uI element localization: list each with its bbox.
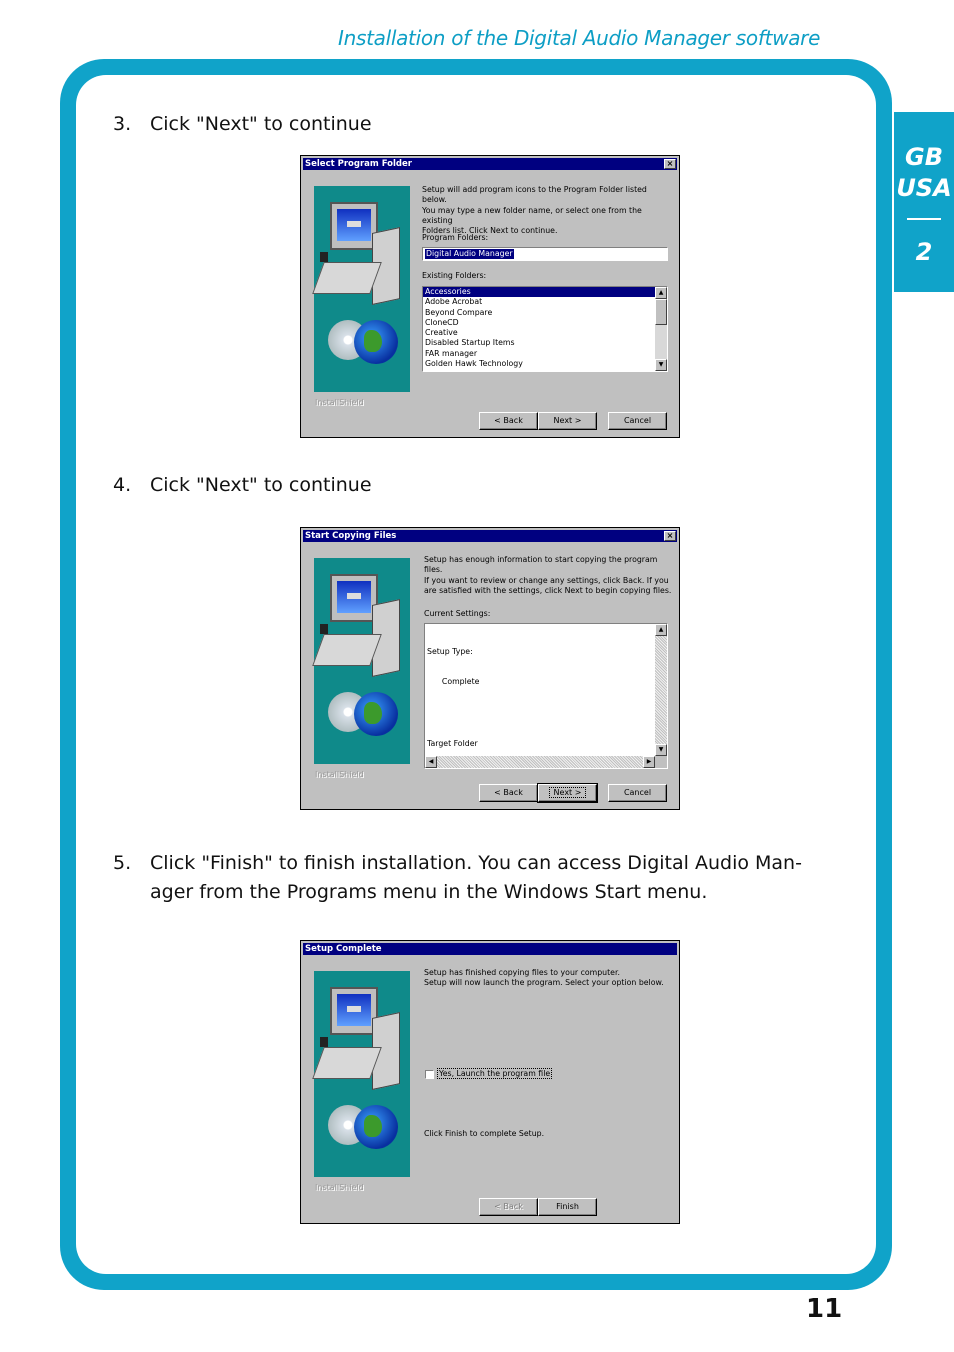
scrollbar-corner: [655, 756, 667, 768]
step-text: Cick "Next" to continue: [150, 113, 372, 135]
dialog-title-bar: [303, 943, 677, 955]
scroll-right-icon[interactable]: ▶: [643, 756, 655, 768]
dialog-message: Setup will add program icons to the Program Folder listed below. You may type a new folder name, or select one from the existing Folders list. Click Next to continue.: [422, 185, 647, 236]
list-item[interactable]: Beyond Compare: [425, 307, 493, 317]
scroll-down-icon[interactable]: ▼: [655, 744, 667, 756]
scroll-up-icon[interactable]: ▲: [655, 287, 667, 299]
cancel-button[interactable]: Cancel: [608, 784, 667, 802]
list-item[interactable]: Adobe Acrobat: [425, 297, 483, 307]
language-gb: GB: [905, 143, 943, 171]
dialog-title: Setup Complete: [305, 944, 382, 954]
back-button[interactable]: < Back: [479, 412, 538, 430]
vertical-scrollbar[interactable]: [655, 624, 667, 756]
next-button[interactable]: Next >: [538, 784, 597, 802]
step-5: [113, 849, 853, 909]
step-number: 3.: [113, 113, 132, 135]
installer-artwork: [314, 558, 410, 764]
checkbox-box[interactable]: [425, 1070, 434, 1079]
list-item[interactable]: Accessories: [423, 287, 667, 297]
list-item[interactable]: Golden Hawk Technology: [425, 359, 523, 369]
installshield-brand: InstallShield: [315, 1183, 364, 1192]
start-copying-files-dialog: [300, 527, 680, 810]
settings-text: Setup Type: Complete Target Folder: [427, 646, 480, 749]
installer-artwork: [314, 971, 410, 1177]
list-item[interactable]: FAR manager: [425, 348, 478, 358]
dialog-title-bar: [303, 158, 677, 170]
horizontal-scrollbar[interactable]: [425, 756, 655, 768]
current-settings-label: Current Settings:: [424, 609, 491, 618]
scroll-thumb[interactable]: [655, 299, 667, 325]
select-program-folder-dialog: [300, 155, 680, 438]
scroll-down-icon[interactable]: ▼: [655, 359, 667, 371]
program-folders-label: Program Folders:: [422, 233, 489, 242]
list-item[interactable]: Creative: [425, 328, 458, 338]
dialog-message: Setup has finished copying files to your computer. Setup will now launch the program. Select your option below.: [424, 968, 664, 988]
language-tab: [894, 112, 954, 292]
dialog-title: Start Copying Files: [305, 531, 397, 541]
launch-program-checkbox[interactable]: [425, 1069, 552, 1079]
step-text: Click "Finish" to finish installation. You can access Digital Audio Man- ager from the Programs menu in the Windows Start menu.: [150, 852, 802, 903]
cancel-button[interactable]: Cancel: [608, 412, 667, 430]
checkbox-label[interactable]: Yes, Launch the program file: [439, 1069, 551, 1078]
page-header-title: Installation of the Digital Audio Manager software: [338, 26, 821, 50]
next-button[interactable]: Next >: [538, 412, 597, 430]
existing-folders-list[interactable]: [422, 286, 668, 372]
step-text: Cick "Next" to continue: [150, 474, 372, 496]
step-number: 5.: [113, 852, 132, 874]
finish-button[interactable]: Finish: [538, 1198, 597, 1216]
chapter-number: 2: [915, 238, 933, 266]
list-item[interactable]: Disabled Startup Items: [425, 338, 515, 348]
language-usa: USA: [896, 174, 952, 202]
vertical-scrollbar[interactable]: [655, 287, 667, 371]
back-button[interactable]: < Back: [479, 1198, 538, 1216]
current-settings-box[interactable]: [424, 623, 668, 769]
installshield-brand: InstallShield: [315, 398, 364, 407]
list-item[interactable]: CloneCD: [425, 317, 459, 327]
tab-divider: [907, 218, 941, 220]
program-folder-input[interactable]: Digital Audio Manager: [422, 247, 668, 261]
step-number: 4.: [113, 474, 132, 496]
installer-artwork: [314, 186, 410, 392]
setup-complete-dialog: [300, 940, 680, 1224]
dialog-title: Select Program Folder: [305, 159, 412, 169]
back-button[interactable]: < Back: [479, 784, 538, 802]
scroll-up-icon[interactable]: ▲: [655, 624, 667, 636]
finish-message: Click Finish to complete Setup.: [424, 1129, 545, 1138]
page-number: 11: [806, 1294, 843, 1324]
existing-folders-label: Existing Folders:: [422, 271, 487, 280]
dialog-message: Setup has enough information to start copying the program files. If you want to review or change any settings, click Back. If you are satisfied with the settings, click Next to begin copying files.: [424, 555, 672, 595]
dialog-title-bar: [303, 530, 677, 542]
close-icon[interactable]: ×: [664, 531, 676, 541]
close-icon[interactable]: ×: [664, 159, 676, 169]
installshield-brand: InstallShield: [315, 770, 364, 779]
scroll-left-icon[interactable]: ◀: [425, 756, 437, 768]
